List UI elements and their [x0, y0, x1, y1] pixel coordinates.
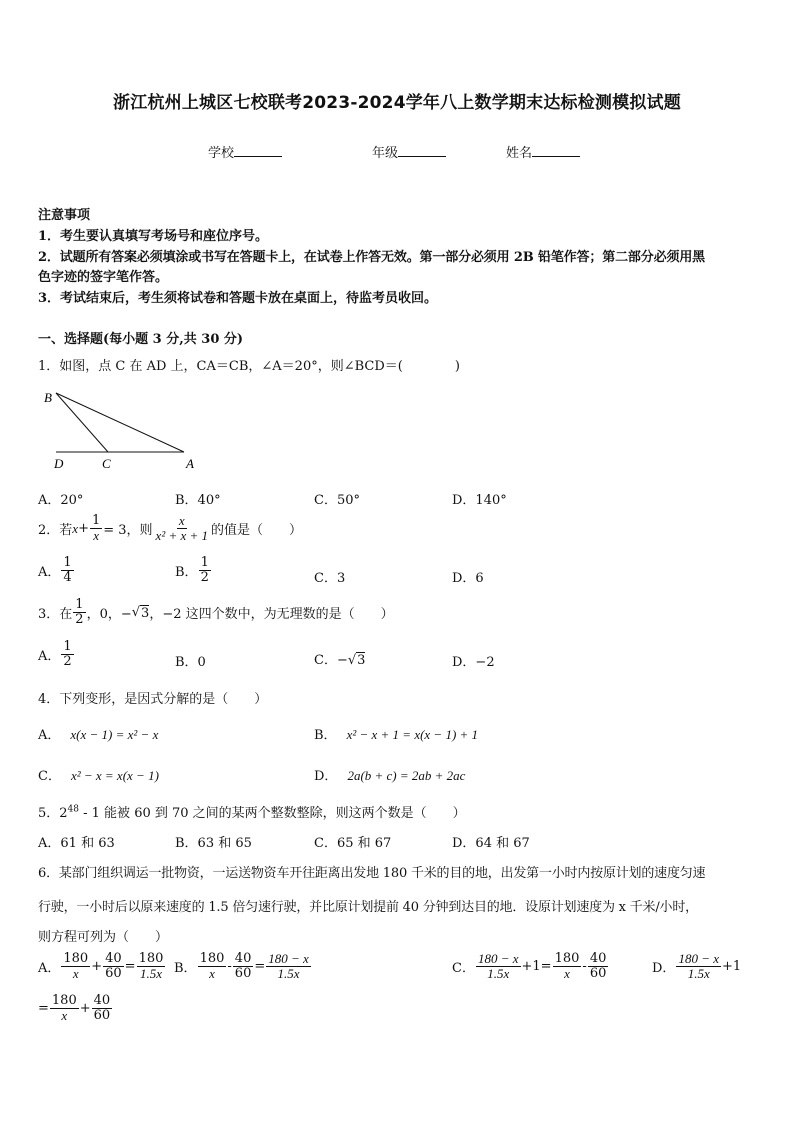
denominator: x	[93, 528, 99, 544]
option-a: A．20°	[38, 493, 84, 508]
section-heading: 一、选择题(每小题 3 分,共 30 分)	[38, 332, 244, 347]
fraction	[137, 952, 166, 982]
notice-heading: 注意事项	[38, 208, 91, 223]
numerator: 40	[234, 951, 252, 966]
option-b: B．63 和 65	[175, 836, 252, 851]
q3-post: ，−2 这四个数中，为无理数的是（ ）	[149, 607, 394, 623]
fraction	[103, 952, 124, 982]
fraction	[553, 952, 582, 982]
option-a: A．61 和 63	[38, 836, 115, 851]
numerator: 180	[554, 951, 580, 966]
option-d: D．−2	[452, 655, 495, 670]
sqrt-radicand: 3	[141, 605, 150, 621]
school-blank	[234, 144, 282, 157]
expression: x² − x + 1 = x(x − 1) + 1	[346, 727, 479, 742]
operator: =	[38, 1001, 49, 1017]
sqrt-sign: √	[347, 653, 357, 668]
denominator: 1.5x	[277, 966, 300, 982]
point-label-d: D	[54, 456, 64, 471]
denominator: 1.5x	[139, 966, 162, 982]
option-label: A．	[38, 728, 61, 743]
point-label-c: C	[102, 456, 111, 471]
numerator: 180 − x	[268, 951, 309, 966]
fraction	[73, 598, 85, 628]
denominator: 60	[93, 1008, 111, 1024]
segment-bc	[56, 393, 108, 452]
numerator: 40	[589, 951, 607, 966]
option-c	[38, 765, 159, 784]
option-b	[174, 952, 312, 982]
operator: +	[79, 1001, 91, 1017]
numerator: 180	[199, 951, 225, 966]
grade-blank	[398, 144, 446, 157]
option-c: C．50°	[314, 493, 360, 508]
denominator: 2	[75, 612, 84, 628]
numerator: 40	[93, 993, 111, 1008]
question-6-line: 6．某部门组织调运一批物资，一运送物资车开往距离出发地 180 千米的目的地，出发第一小时内按原计划的速度匀速	[38, 866, 706, 881]
option-d-continued	[38, 994, 113, 1024]
question-5-stem	[38, 802, 466, 821]
option-label: C．	[38, 769, 61, 784]
expression: x(x − 1) = x² − x	[70, 727, 159, 742]
operator: -	[227, 959, 232, 975]
grade-label: 年级	[372, 146, 399, 161]
notice-item: 色字迹的签字笔作答。	[38, 270, 169, 285]
q2-eq: = 3，则	[103, 523, 153, 539]
option-label: D．	[652, 961, 676, 977]
denominator: 2	[200, 570, 209, 586]
grade-field	[372, 142, 446, 161]
option-c	[314, 649, 365, 668]
q5-post: - 1 能被 60 到 70 之间的某两个整数整除，则这两个数是（ ）	[79, 806, 466, 821]
option-label: A．	[38, 649, 61, 665]
operator: =	[124, 959, 136, 975]
sqrt-radicand: 3	[357, 653, 366, 668]
fraction	[198, 952, 227, 982]
school-field	[208, 142, 282, 161]
denominator: 1.5x	[687, 966, 710, 982]
denominator: 60	[105, 966, 122, 982]
notice-item: 3．考试结束后，考生须将试卷和答题卡放在桌面上，待监考员收回。	[38, 291, 438, 306]
name-label: 姓名	[506, 146, 533, 161]
point-label-a: A	[186, 456, 194, 471]
q5-exponent: 48	[67, 804, 79, 815]
numerator: 180	[138, 951, 164, 966]
operator: =	[254, 959, 266, 975]
operator: +1	[521, 959, 541, 975]
option-d	[314, 765, 465, 784]
notice-item: 2．试题所有答案必须填涂或书写在答题卡上，在试卷上作答无效。第一部分必须用 2B 铅笔作答；第二部分必须用黑	[38, 250, 706, 265]
denominator: x	[209, 966, 215, 982]
question-6-line: 行驶，一小时后以原来速度的 1.5 倍匀速行驶，并比原计划提前 40 分钟到达目的地．设原计划速度为 x 千米/小时，	[38, 900, 698, 915]
fraction	[233, 952, 254, 982]
fraction	[61, 556, 73, 586]
school-label: 学校	[208, 146, 235, 161]
denominator: 4	[63, 570, 72, 586]
fraction	[199, 556, 211, 586]
q2-x: x	[72, 520, 79, 536]
question-6-line: 则方程可列为（ ）	[38, 930, 169, 945]
question-3-stem	[38, 598, 394, 628]
fraction	[266, 952, 311, 982]
q5-base: 5．2	[38, 806, 68, 821]
operator: -	[582, 959, 587, 975]
option-a	[38, 556, 75, 586]
denominator: 60	[589, 966, 607, 982]
option-label: D．	[314, 769, 338, 784]
page-title: 浙江杭州上城区七校联考2023-2024学年八上数学期末达标检测模拟试题	[113, 93, 681, 113]
option-label: A．	[38, 961, 61, 977]
numerator: 180	[51, 993, 77, 1008]
operator: +1	[721, 959, 742, 975]
option-c	[452, 952, 609, 982]
numerator: 40	[105, 951, 122, 966]
option-label: B．	[175, 565, 198, 581]
option-d: D．6	[452, 571, 484, 586]
denominator: 1.5x	[487, 966, 510, 982]
triangle-figure	[38, 386, 208, 472]
numerator: 180 − x	[477, 951, 519, 966]
fraction	[676, 952, 721, 982]
denominator: x	[72, 966, 79, 982]
fraction	[92, 994, 113, 1024]
option-label: C．	[452, 961, 475, 977]
option-b: B．0	[175, 655, 206, 670]
fraction	[50, 994, 79, 1024]
option-b	[314, 724, 478, 743]
denominator: 60	[234, 966, 252, 982]
option-d	[652, 952, 741, 982]
option-c: C．65 和 67	[314, 836, 392, 851]
question-4-stem: 4．下列变形，是因式分解的是（ ）	[38, 692, 268, 707]
option-c: C．3	[314, 571, 346, 586]
option-label: B．	[174, 961, 197, 977]
segment-ba	[56, 393, 184, 452]
expression: 2a(b + c) = 2ab + 2ac	[347, 768, 466, 783]
denominator: x	[564, 966, 570, 982]
q2-pre: 2．若	[38, 523, 73, 539]
operator: +	[91, 959, 103, 975]
numerator: 180	[63, 951, 89, 966]
denominator: 2	[63, 654, 72, 670]
option-a	[38, 640, 75, 670]
numerator: x	[178, 513, 185, 528]
option-b: B．40°	[175, 493, 221, 508]
point-label-b: B	[44, 390, 52, 405]
q2-reciprocal	[90, 514, 102, 544]
option-label: B．	[314, 728, 337, 743]
numerator: 180 − x	[678, 951, 719, 966]
fraction	[61, 952, 90, 982]
option-a	[38, 952, 166, 982]
q2-post: 的值是（ ）	[211, 523, 303, 539]
expression: x² − x = x(x − 1)	[70, 768, 159, 783]
q3-mid: ，0，−	[86, 607, 132, 623]
numerator: 1	[75, 597, 84, 612]
sqrt-sign: √	[131, 605, 141, 621]
q2-plus: +	[78, 521, 89, 537]
name-blank	[532, 144, 580, 157]
fraction	[61, 640, 73, 670]
option-label: C．−	[314, 653, 348, 668]
fraction	[588, 952, 609, 982]
name-field	[506, 142, 580, 161]
question-1-stem: 1．如图，点 C 在 AD 上，CA＝CB，∠A＝20°，则∠BCD＝( )	[38, 359, 460, 374]
numerator: 1	[91, 513, 101, 528]
option-d: D．64 和 67	[452, 836, 530, 851]
option-d: D．140°	[452, 493, 507, 508]
fraction	[476, 952, 521, 982]
operator: =	[540, 959, 552, 975]
q2-target-fraction	[154, 514, 210, 544]
option-b	[175, 556, 212, 586]
option-a	[38, 724, 158, 743]
denominator: x² + x + 1	[155, 528, 209, 544]
numerator: 1	[200, 555, 209, 570]
numerator: 1	[63, 639, 72, 654]
question-2-stem	[38, 514, 302, 544]
q3-pre: 3．在	[38, 607, 73, 623]
numerator: 1	[63, 555, 72, 570]
denominator: x	[61, 1008, 68, 1024]
option-label: A．	[38, 565, 61, 581]
notice-item: 1．考生要认真填写考场号和座位序号。	[38, 229, 269, 244]
